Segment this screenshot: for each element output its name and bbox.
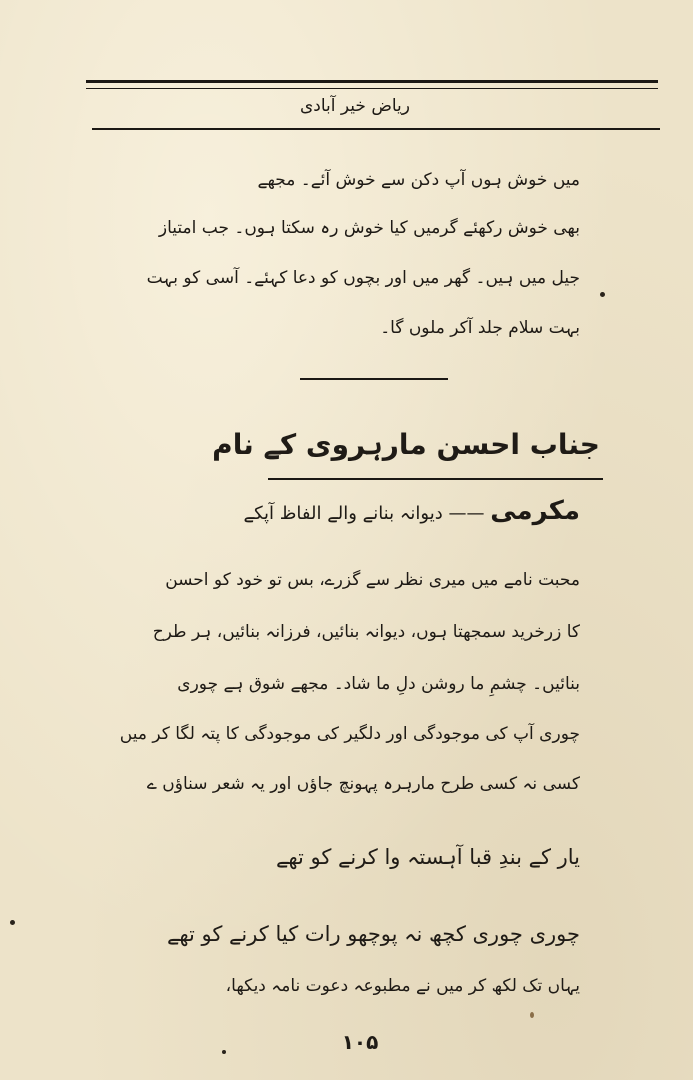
salutation: مکرمی (490, 496, 580, 526)
salutation-dash: —— (448, 503, 485, 524)
header-rule-bottom (92, 128, 660, 130)
salutation-rest: دیوانہ بنانے والے الفاظ آپکے (243, 503, 443, 524)
opening-line-4: بہت سلام جلد آکر ملوں گا۔ (380, 318, 580, 338)
salutation-line (150, 496, 580, 527)
verse-line-1: یار کے بندِ قبا آہستہ وا کرنے کو تھے (276, 845, 580, 869)
ink-speck (600, 292, 605, 297)
running-title: ریاض خیر آبادی (299, 96, 410, 116)
body-line-3: بنائیں۔ چشمِ ما روشن دلِ ما شاد۔ مجھے شوق ہے چوری (177, 674, 580, 694)
ink-speck (222, 1050, 226, 1054)
body-line-5: کسی نہ کسی طرح مارہرہ پہونچ جاؤں اور یہ شعر سناؤں ے (146, 774, 580, 794)
page-number: ۱۰۵ (341, 1030, 379, 1054)
body-line-2: کا زرخرید سمجھتا ہوں، دیوانہ بنائیں، فرزانہ بنائیں، ہر طرح (152, 622, 580, 642)
ink-speck (530, 1012, 534, 1018)
heading-underline (268, 478, 603, 480)
header-rule-top-thin (86, 88, 658, 89)
opening-line-3: جیل میں ہیں۔ گھر میں اور بچوں کو دعا کہئے۔ آسی کو بہت (146, 268, 580, 288)
closing-line: یہاں تک لکھ کر میں نے مطبوعہ دعوت نامہ دیکھا، (225, 976, 580, 996)
letter-heading: جناب احسن مارہروی کے نام (212, 428, 600, 461)
header-rule-top-thick (86, 80, 658, 83)
ink-speck (10, 920, 15, 925)
verse-line-2: چوری چوری کچھ نہ پوچھو رات کیا کرنے کو تھے (167, 922, 580, 946)
section-divider (300, 378, 448, 380)
opening-line-1: میں خوش ہوں آپ دکن سے خوش آئے۔ مجھے (257, 170, 580, 190)
body-line-1: محبت نامے میں میری نظر سے گزرے، بس تو خود کو احسن (165, 570, 580, 590)
body-line-4: چوری آپ کی موجودگی اور دلگیر کی موجودگی کا پتہ لگا کر میں (119, 724, 580, 744)
opening-line-2: بھی خوش رکھئے گرمیں کیا خوش رہ سکتا ہوں۔ جب امتیاز (158, 218, 580, 238)
